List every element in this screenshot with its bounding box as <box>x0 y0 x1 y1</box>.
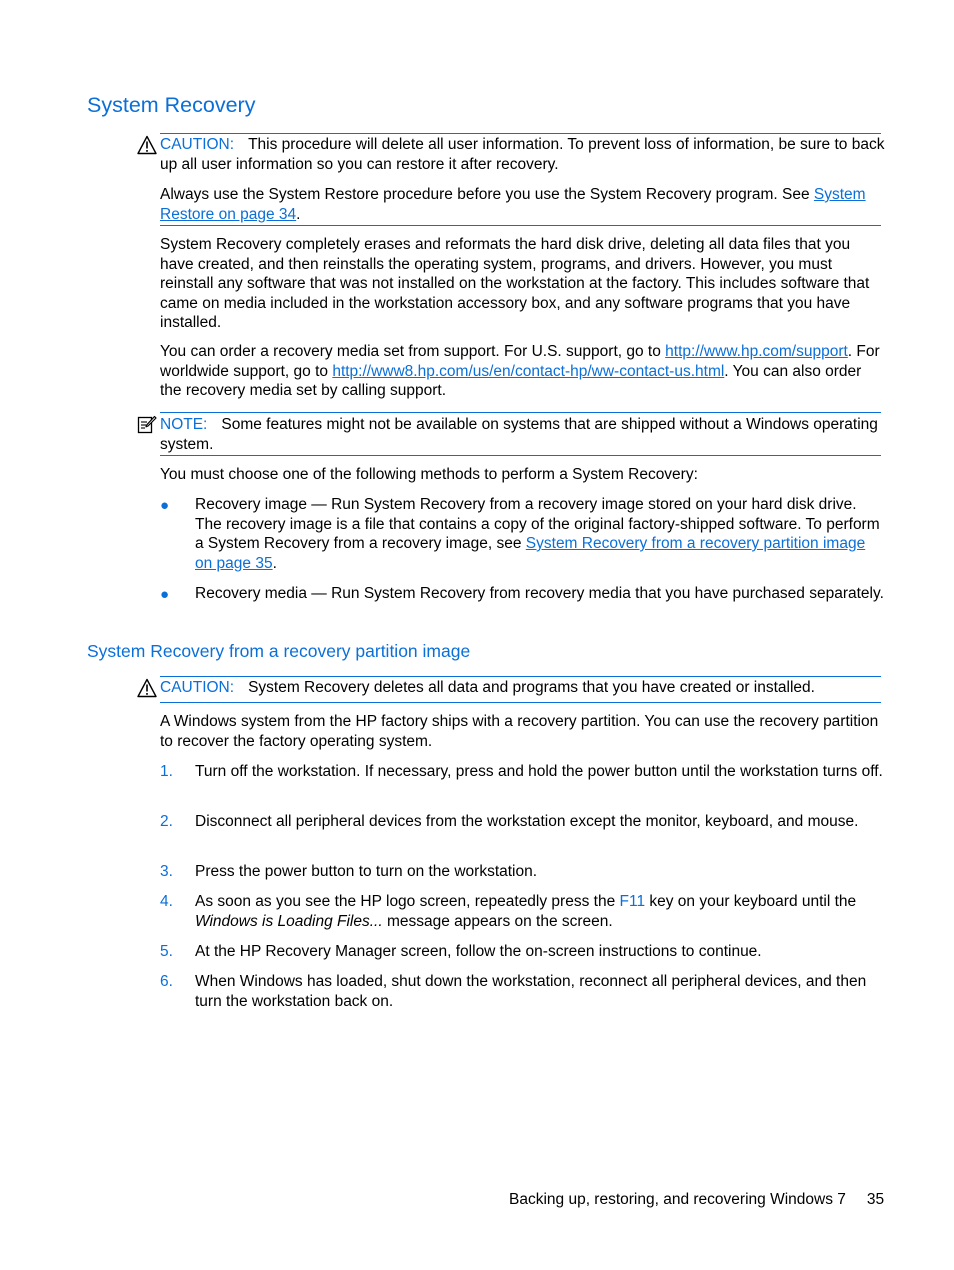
paragraph-order-media <box>160 342 885 401</box>
warning-triangle-icon <box>137 135 157 155</box>
step-number: 2. <box>160 813 173 830</box>
step-2: Disconnect all peripheral devices from the workstation except the monitor, keyboard, and mouse. <box>195 813 859 830</box>
paragraph-windows-partition: A Windows system from the HP factory ships with a recovery partition. You can use the recovery partition to recover the factory operating system. <box>160 713 879 750</box>
note-bottom-rule <box>160 455 881 456</box>
bullet-marker: ● <box>160 586 170 603</box>
recovery-partition-link[interactable]: System Recovery from a recovery partition image on page 35 <box>195 535 866 572</box>
caution2-top-rule <box>160 676 881 677</box>
caution-label: CAUTION: <box>160 136 235 153</box>
period: . <box>296 205 301 223</box>
hp-support-link[interactable]: http://www.hp.com/support <box>665 343 848 360</box>
system-restore-link[interactable]: System Restore on page 34 <box>160 186 866 223</box>
hp-contact-link[interactable]: http://www8.hp.com/us/en/contact-hp/ww-contact-us.html <box>332 362 725 380</box>
step-number: 1. <box>160 763 173 780</box>
page-number: 35 <box>866 1191 885 1208</box>
step-6: When Windows has loaded, shut down the workstation, reconnect all peripheral devices, and then turn the workstation back on. <box>195 973 867 1010</box>
caution-block <box>160 135 885 174</box>
caution-text: System Recovery deletes all data and programs that you have created or installed. <box>248 679 815 696</box>
order-text-1: You can order a recovery media set from support. For U.S. support, go to <box>160 343 666 360</box>
page-footer <box>509 1190 899 1210</box>
order-text-3: . You can also order the recovery media set by calling support. <box>160 362 862 399</box>
period: . <box>272 554 277 572</box>
order-text-2: . For worldwide support, go to <box>160 343 880 380</box>
section-heading: System Recovery from a recovery partition image <box>87 641 471 661</box>
caution-bottom-rule <box>160 225 881 226</box>
step-number: 3. <box>160 863 173 880</box>
caution-label: CAUTION: <box>160 679 235 696</box>
bullet-recovery-media: Recovery media — Run System Recovery from recovery media that you have purchased separately. <box>195 585 884 602</box>
step-4-text-3: message appears on the screen. <box>382 912 613 930</box>
caution2-block <box>160 678 885 698</box>
paragraph-choose-method: You must choose one of the following methods to perform a System Recovery: <box>160 466 698 483</box>
caution-top-rule <box>160 133 881 134</box>
bullet-text: Recovery image — Run System Recovery from a recovery image stored on your hard disk drive. The recovery image is a file that contains a copy of the original factory-shipped software. To perform a System Recovery from a recovery image, see <box>195 496 880 552</box>
footer-chapter-title: Backing up, restoring, and recovering Windows 7 <box>509 1191 846 1208</box>
page-title: System Recovery <box>87 93 256 117</box>
always-text: Always use the System Restore procedure before you use the System Recovery program. See <box>160 186 814 203</box>
step-5: At the HP Recovery Manager screen, follow the on-screen instructions to continue. <box>195 943 762 960</box>
step-1: Turn off the workstation. If necessary, press and hold the power button until the workstation turns off. <box>195 763 883 780</box>
step-4 <box>195 892 885 931</box>
step-number: 6. <box>160 973 173 990</box>
warning-triangle-icon <box>137 678 157 698</box>
caution-continuation <box>160 185 885 224</box>
caution2-bottom-rule <box>160 702 881 703</box>
step-number: 4. <box>160 893 173 910</box>
step-number: 5. <box>160 943 173 960</box>
step-4-text-2: key on your keyboard until the <box>645 893 857 910</box>
note-label: NOTE: <box>160 416 208 433</box>
note-block <box>160 415 885 454</box>
note-text: Some features might not be available on systems that are shipped without a Windows operating system. <box>160 416 878 453</box>
f11-key: F11 <box>619 893 646 910</box>
bullet-recovery-image <box>195 495 885 573</box>
note-top-rule <box>160 412 881 413</box>
paragraph-completely-erases: System Recovery completely erases and reformats the hard disk drive, deleting all data files that you have created, and then reinstalls the operating system, programs, and drivers. However, you must reinstall any software that was not installed on the workstation at the factory. This includes software that came on media included in the workstation accessory box, and any software programs that you have installed. <box>160 236 870 331</box>
note-pencil-icon <box>137 415 157 435</box>
bullet-marker: ● <box>160 497 170 514</box>
caution-text: This procedure will delete all user information. To prevent loss of information, be sure to back up all user information so you can restore it after recovery. <box>160 136 885 173</box>
loading-message: Windows is Loading Files... <box>195 912 383 930</box>
step-4-text-1: As soon as you see the HP logo screen, repeatedly press the <box>195 893 620 910</box>
step-3: Press the power button to turn on the workstation. <box>195 863 538 880</box>
